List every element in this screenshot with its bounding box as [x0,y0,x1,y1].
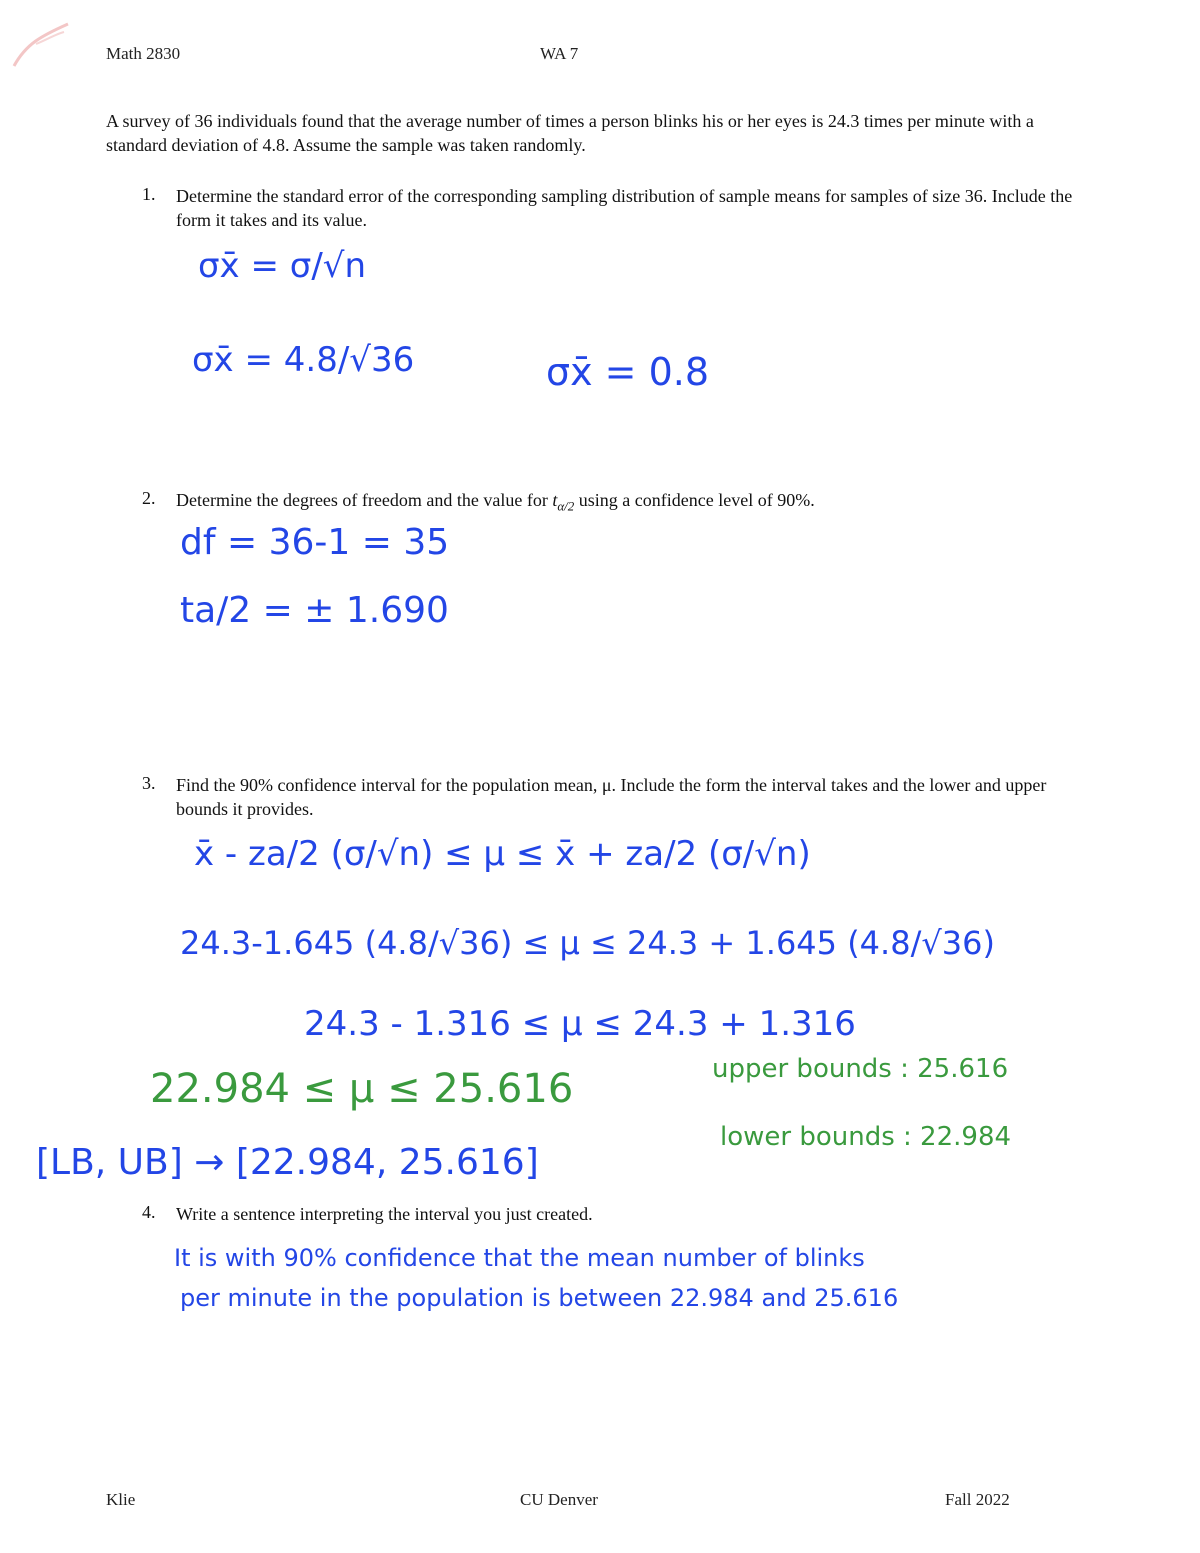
t-subscript: α/2 [557,498,575,514]
answer-3-simplified: 24.3 - 1.316 ≤ μ ≤ 24.3 + 1.316 [304,1004,856,1044]
question-4-text: Write a sentence interpreting the interval you just created. [176,1204,593,1224]
header-assignment: WA 7 [540,44,579,63]
footer-institution: CU Denver [520,1490,598,1509]
answer-3-interval: 22.984 ≤ μ ≤ 25.616 [150,1066,574,1112]
answer-3-lower-bound: lower bounds : 22.984 [720,1122,1012,1152]
answer-1-substitution: σx̄ = 4.8/√36 [192,340,415,380]
footer-instructor: Klie [106,1490,136,1509]
answer-4-line-1: It is with 90% confidence that the mean number of blinks [174,1244,865,1272]
answer-3-interval-form: x̄ - za/2 (σ/√n) ≤ μ ≤ x̄ + za/2 (σ/√n) [194,834,811,874]
question-3-number: 3. [142,773,156,793]
question-4-number: 4. [142,1202,156,1222]
question-1-number: 1. [142,184,156,204]
answer-1-formula: σx̄ = σ/√n [198,246,366,286]
header-course: Math 2830 [106,44,181,63]
question-2-number: 2. [142,488,156,508]
answer-2-df: df = 36-1 = 35 [180,522,450,563]
answer-1-result: σx̄ = 0.8 [546,350,710,394]
question-2-text [176,488,1076,519]
footer-term: Fall 2022 [945,1490,1010,1509]
question-1-text: Determine the standard error of the corresponding sampling distribution of sample means for samples of size 36. Include the form it takes and its value. [176,186,1073,230]
answer-2-t-value: ta/2 = ± 1.690 [180,590,449,631]
answer-3-bracket-interval: [LB, UB] → [22.984, 25.616] [36,1142,539,1183]
question-3-text: Find the 90% confidence interval for the population mean, μ. Include the form the interval takes and the lower and upper bounds it provides. [176,775,1047,819]
answer-4-line-2: per minute in the population is between 22.984 and 25.616 [180,1284,899,1312]
question-2-text-after: using a confidence level of 90%. [574,490,815,510]
answer-3-substitution: 24.3-1.645 (4.8/√36) ≤ μ ≤ 24.3 + 1.645 (4.8/√36) [180,924,995,962]
answer-3-upper-bound: upper bounds : 25.616 [712,1054,1009,1084]
question-2-text-before: Determine the degrees of freedom and the value for [176,490,553,510]
problem-intro: A survey of 36 individuals found that the average number of times a person blinks his or her eyes is 24.3 times per minute with a standard deviation of 4.8. Assume the sample was taken randomly. [106,111,1034,155]
corner-watermark-mark [6,14,76,74]
t-symbol: t [552,490,558,510]
